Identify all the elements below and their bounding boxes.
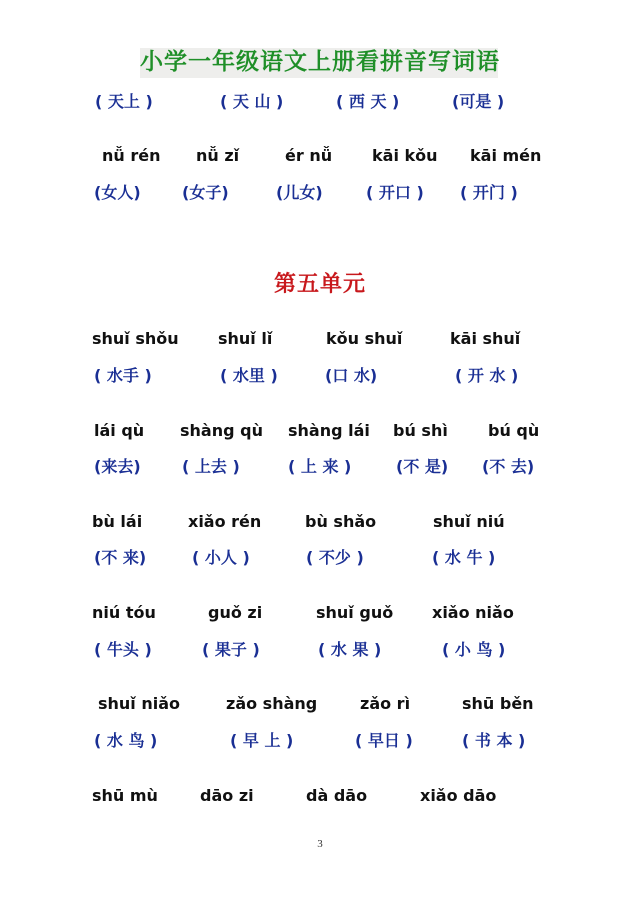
- hanzi-answer: ( 开门 ): [460, 183, 518, 202]
- pinyin-word: shuǐ niú: [433, 512, 505, 531]
- pinyin-word: shàng lái: [288, 421, 370, 440]
- hanzi-answer: ( 水 牛 ): [432, 548, 496, 567]
- pinyin-word: bù shǎo: [305, 512, 377, 531]
- pinyin-row: [0, 325, 640, 353]
- pinyin-word: kāi mén: [470, 146, 542, 165]
- pinyin-row: [0, 690, 640, 718]
- hanzi-row: [0, 544, 640, 572]
- hanzi-answer: ( 水里 ): [220, 366, 278, 385]
- pinyin-word: shàng qù: [180, 421, 263, 440]
- pinyin-word: shuǐ lǐ: [218, 329, 273, 348]
- pinyin-word: bú qù: [488, 421, 540, 440]
- hanzi-row: [0, 179, 640, 207]
- pinyin-word: zǎo rì: [360, 694, 411, 713]
- hanzi-answer: ( 上去 ): [182, 457, 240, 476]
- hanzi-answer: ( 上 来 ): [288, 457, 352, 476]
- pinyin-word: kāi kǒu: [372, 146, 438, 165]
- pinyin-word: dà dāo: [306, 786, 368, 805]
- hanzi-answer: (来去): [94, 457, 141, 476]
- hanzi-answer: (女子): [182, 183, 229, 202]
- hanzi-answer: ( 果子 ): [202, 640, 260, 659]
- pinyin-word: zǎo shàng: [226, 694, 318, 713]
- hanzi-row: [0, 362, 640, 390]
- hanzi-answer: (不 去): [482, 457, 535, 476]
- hanzi-answer: ( 开口 ): [366, 183, 424, 202]
- pinyin-word: ér nǚ: [285, 146, 333, 165]
- hanzi-answer: ( 水 鸟 ): [94, 731, 158, 750]
- hanzi-answer: ( 天 山 ): [220, 92, 284, 111]
- pinyin-word: niú tóu: [92, 603, 156, 622]
- page-number: 3: [317, 838, 323, 850]
- hanzi-row: [0, 88, 640, 116]
- hanzi-answer: (可是 ): [452, 92, 505, 111]
- pinyin-word: lái qù: [94, 421, 145, 440]
- pinyin-word: kāi shuǐ: [450, 329, 521, 348]
- hanzi-row: [0, 636, 640, 664]
- pinyin-word: guǒ zi: [208, 603, 263, 622]
- hanzi-answer: ( 书 本 ): [462, 731, 526, 750]
- pinyin-row: [0, 782, 640, 810]
- hanzi-answer: ( 小 鸟 ): [442, 640, 506, 659]
- hanzi-answer: (儿女): [276, 183, 323, 202]
- hanzi-answer: ( 天上 ): [95, 92, 153, 111]
- pinyin-word: xiǎo rén: [188, 512, 262, 531]
- pinyin-word: dāo zi: [200, 786, 254, 805]
- hanzi-answer: ( 早 上 ): [230, 731, 294, 750]
- hanzi-answer: (口 水): [325, 366, 378, 385]
- hanzi-row: [0, 453, 640, 481]
- unit-title: 第五单元: [273, 271, 366, 297]
- pinyin-word: xiǎo niǎo: [432, 603, 514, 622]
- pinyin-word: bù lái: [92, 512, 143, 531]
- pinyin-row: [0, 417, 640, 445]
- pinyin-word: shuǐ guǒ: [316, 603, 394, 622]
- hanzi-answer: ( 不少 ): [306, 548, 364, 567]
- hanzi-answer: ( 开 水 ): [455, 366, 519, 385]
- hanzi-answer: ( 小人 ): [192, 548, 250, 567]
- pinyin-word: nǚ rén: [102, 146, 161, 165]
- hanzi-answer: ( 水 果 ): [318, 640, 382, 659]
- pinyin-row: [0, 142, 640, 170]
- hanzi-answer: (女人): [94, 183, 141, 202]
- hanzi-answer: ( 牛头 ): [94, 640, 152, 659]
- page-title: 小学一年级语文上册看拼音写词语: [140, 48, 500, 75]
- pinyin-row: [0, 508, 640, 536]
- hanzi-answer: ( 早日 ): [355, 731, 413, 750]
- pinyin-word: bú shì: [393, 421, 448, 440]
- pinyin-word: shū mù: [92, 786, 158, 805]
- pinyin-word: shū běn: [462, 694, 534, 713]
- hanzi-answer: ( 水手 ): [94, 366, 152, 385]
- pinyin-word: nǚ zǐ: [196, 146, 240, 165]
- pinyin-word: xiǎo dāo: [420, 786, 497, 805]
- hanzi-row: [0, 727, 640, 755]
- hanzi-answer: (不 是): [396, 457, 449, 476]
- hanzi-answer: (不 来): [94, 548, 147, 567]
- pinyin-row: [0, 599, 640, 627]
- pinyin-word: kǒu shuǐ: [326, 329, 403, 348]
- pinyin-word: shuǐ shǒu: [92, 329, 179, 348]
- hanzi-answer: ( 西 天 ): [336, 92, 400, 111]
- pinyin-word: shuǐ niǎo: [98, 694, 181, 713]
